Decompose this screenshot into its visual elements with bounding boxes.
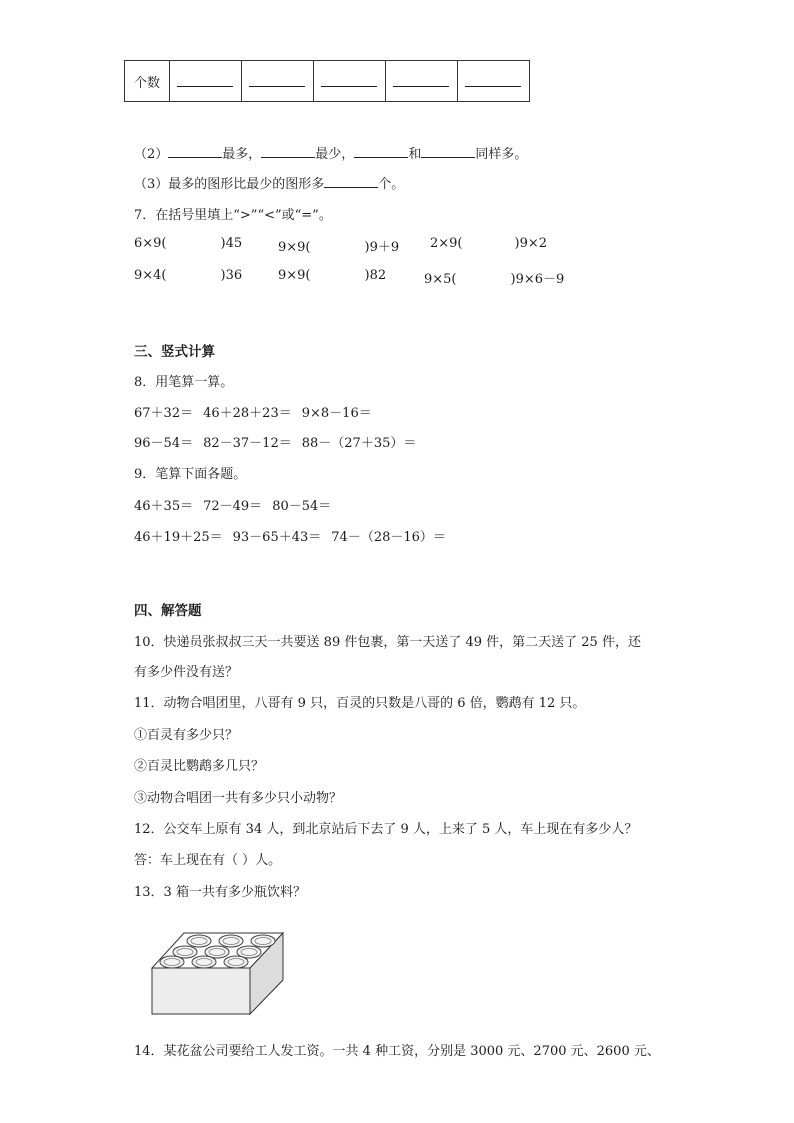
q14-line1: 14．某花盆公司要给工人发工资。一共 4 种工资，分别是 3000 元、2700 元、2600 元、: [134, 1044, 660, 1059]
calc-item: 46＋35＝: [134, 499, 194, 514]
expr-right: )36: [220, 268, 243, 283]
calc-item: 74－（28－16）＝: [331, 530, 446, 545]
calc-item: 46＋28＋23＝: [203, 406, 292, 421]
answer-blank[interactable]: [177, 86, 233, 87]
answer-blank[interactable]: [324, 187, 378, 188]
section4-title: 四、解答题: [134, 603, 202, 619]
calc-item: 67＋32＝: [134, 406, 194, 421]
answer-cell-3[interactable]: [314, 61, 386, 102]
q6-p2-text3: 和: [408, 147, 422, 162]
answer-blank[interactable]: [321, 86, 377, 87]
answer-blank[interactable]: [393, 86, 449, 87]
calc-item: 88－（27＋35）＝: [301, 436, 417, 451]
q11-sub3: ③动物合唱团一共有多少只小动物？: [134, 791, 343, 806]
q8-title: 8．用笔算一算。: [134, 375, 234, 390]
calc-item: 46＋19＋25＝: [134, 530, 223, 545]
answer-cell-2[interactable]: [242, 61, 314, 102]
calc-item: 82－37－12＝: [203, 436, 292, 451]
q7-row2-item3[interactable]: [424, 268, 564, 287]
calc-item: 80－54＝: [272, 499, 332, 514]
q10-line1: 10．快递员张叔叔三天一共要送 89 件包裹，第一天送了 49 件，第二天送了 25 件，还: [134, 635, 641, 650]
answer-cell-5[interactable]: [458, 61, 530, 102]
q9-row2: [134, 526, 446, 545]
answer-blank[interactable]: [354, 157, 408, 158]
bottle-box-illustration: [150, 930, 286, 1016]
q6-p3-suffix: 个。: [378, 177, 405, 192]
section3-title: 三、竖式计算: [134, 344, 215, 360]
q6-part2: [134, 143, 527, 162]
q8-row1: [134, 402, 372, 421]
q7-title: 7．在括号里填上“>”“<”或“=”。: [134, 208, 332, 223]
expr-left: 6×9(: [134, 236, 167, 251]
q6-part3: [134, 173, 404, 192]
expr-left: 9×4(: [134, 268, 167, 283]
answer-cell-1[interactable]: [170, 61, 242, 102]
answer-blank[interactable]: [249, 86, 305, 87]
q6-p2-text4: 同样多。: [475, 147, 528, 162]
q7-row1-item2[interactable]: [278, 236, 399, 255]
answer-blank[interactable]: [465, 86, 521, 87]
table-row: [125, 61, 530, 102]
answer-blank[interactable]: [421, 157, 475, 158]
q11-line1: 11．动物合唱团里，八哥有 9 只，百灵的只数是八哥的 6 倍，鹦鹉有 12 只。: [134, 696, 586, 711]
calc-item: 93－65＋43＝: [232, 530, 322, 545]
q13-line1: 13．3 箱一共有多少瓶饮料？: [134, 885, 306, 900]
q7-row2-item2[interactable]: [278, 268, 386, 283]
q11-sub2: ②百灵比鹦鹉多几只？: [134, 759, 265, 774]
q12-answer: 答：车上现在有（ ）人。: [134, 853, 282, 868]
q9-title: 9．笔算下面各题。: [134, 467, 247, 482]
expr-right: )9＋9: [364, 240, 400, 255]
q11-sub1: ①百灵有多少只？: [134, 728, 239, 743]
calc-item: 9×8－16＝: [301, 406, 372, 421]
answer-cell-4[interactable]: [386, 61, 458, 102]
answer-blank[interactable]: [261, 157, 315, 158]
expr-right: )9×2: [514, 236, 548, 251]
q7-row1-item3[interactable]: [430, 236, 547, 251]
expr-right: )45: [220, 236, 243, 251]
q7-row2-item1[interactable]: [134, 268, 242, 283]
q6-p2-text2: 最少，: [315, 147, 355, 162]
table-header-cell: 个数: [125, 61, 170, 102]
q6-p2-text1: 最多，: [222, 147, 262, 162]
q6-p3-prefix: （3）最多的图形比最少的图形多: [134, 177, 325, 192]
expr-right: )9×6－9: [510, 272, 565, 287]
expr-left: 9×5(: [424, 272, 457, 287]
expr-left: 9×9(: [278, 240, 311, 255]
q8-row2: [134, 432, 416, 451]
calc-item: 96－54＝: [134, 436, 194, 451]
expr-right: )82: [364, 268, 387, 283]
answer-blank[interactable]: [168, 157, 222, 158]
q10-line2: 有多少件没有送？: [134, 665, 239, 680]
expr-left: 2×9(: [430, 236, 463, 251]
calc-item: 72－49＝: [203, 499, 263, 514]
expr-left: 9×9(: [278, 268, 311, 283]
q7-row1-item1[interactable]: [134, 236, 242, 251]
count-table: [124, 60, 530, 102]
q6-p2-prefix: （2）: [134, 147, 169, 162]
q9-row1: [134, 495, 331, 514]
q12-line1: 12．公交车上原有 34 人，到北京站后下去了 9 人，上来了 5 人，车上现在有多少人？: [134, 822, 638, 837]
